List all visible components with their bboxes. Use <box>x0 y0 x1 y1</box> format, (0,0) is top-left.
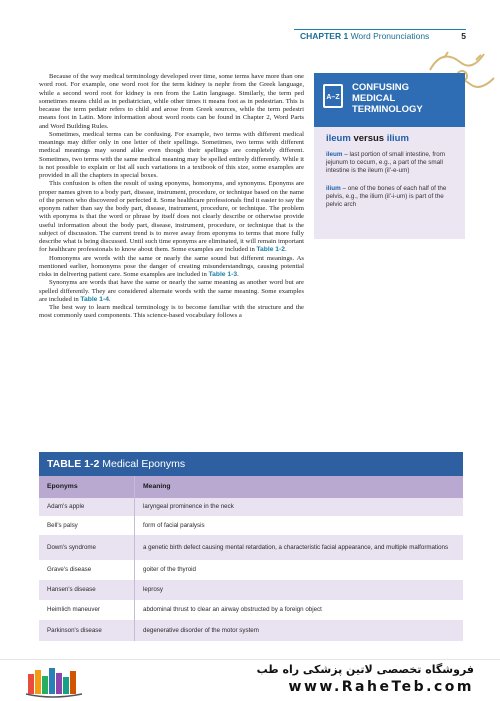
paragraph-word-roots: Because of the way medical terminology developed over time, some terms have more than one word root. For example, one word root for the term kidney is nephr from the Greek language, while a second word root for kidney is ren from the Latin language. Similarly, the term ped sometimes means child as in pediatrician, while other times it means foot as in pedestrian. This is because the term pediatr refers to child and arose from Greek sources, while the term pedestri means foot in Latin. More information about word roots can be found in Chapter 2, Word Parts and Word Building Rules. <box>39 73 304 130</box>
chapter-title: Word Pronunciations <box>350 31 430 41</box>
table-1-2-reference[interactable]: Table 1-2 <box>256 246 285 254</box>
paragraph-confusing-terms: Sometimes, medical terms can be confusing. For example, two terms with different medical meanings may differ only in one letter of their spellings. Sometimes, two terms with different medical meanings may sound alike even though their spellings are completely different. Sometimes, two terms with the same medical meaning may be spelled entirely differently. While it is not possible to explain or list all such variations in a textbook of this size, some examples are provided in all the chapters in special boxes. <box>39 130 304 179</box>
sidebar-header <box>314 73 465 127</box>
table-title <box>39 452 463 476</box>
body-text <box>39 73 304 321</box>
meaning-cell: goiter of the thyroid <box>143 566 196 573</box>
table-row <box>39 620 463 641</box>
header-rule <box>294 29 466 30</box>
paragraph-eponyms-text: This confusion is often the result of using eponyms, homonyms, and synonyms. Eponyms are proper names given to a body part, disease, instrument, procedure, or technique based on the name of the person who discovered or perfected it. Some healthcare professionals find it easier to say the eponym rather than say the body part, disease, instrument, procedure, or technique. The problem with eponyms is that the word or phrase by itself does not clearly describe or otherwise provide useful information about the body part, disease, instrument, procedure, or technique that is the subject of discussion. The current trend is to move away from eponyms to terms that more fully describe what is being discussed. Until such time eponyms are eliminated, it will remain important for healthcare professionals to know about them. Some examples are included in <box>39 180 304 254</box>
table-1-3-reference[interactable]: Table 1-3 <box>208 271 238 278</box>
books-logo-icon <box>22 664 112 698</box>
term-ilium: ilium <box>386 133 409 144</box>
paragraph-eponyms: This confusion is often the result of using eponyms, homonyms, and synonyms. Eponyms are proper names given to a body part, disease, instrument, procedure, or technique based on the name of the person who discovered or perfected it. Some healthcare professionals find it easier to say the eponym rather than say the body part, disease, instrument, procedure, or technique. The problem with eponyms is that the word or phrase by itself does not clearly describe or otherwise provide useful information about the body part, disease, instrument, procedure, or technique that is the subject of discussion. The current trend is to move away from eponyms to terms that more fully describe what is being discussed. Until such time eponyms are eliminated, it will remain important for healthcare professionals to know about them. Some examples are included in Table 1-2. <box>39 180 304 254</box>
paragraph-learning: The best way to learn medical terminology is to become familiar with the structure and the most commonly used components. This science-based vocabulary follows a <box>39 304 304 320</box>
column-header-eponyms: Eponyms <box>39 476 135 498</box>
definition-ileum-text: – last portion of small intestine, from jejunum to cecum, e.g., a part of the small intestine is the ileum (il'-e-um) <box>326 151 445 174</box>
meaning-cell: a genetic birth defect causing mental retardation, a characteristic facial appearance, and multiple malformations <box>143 543 449 551</box>
table-label: TABLE 1-2 <box>47 458 100 470</box>
versus-label: versus <box>353 133 385 144</box>
sidebar-title-line1: CONFUSING <box>352 82 409 93</box>
meaning-cell: form of facial paralysis <box>143 521 205 529</box>
sidebar-term-heading <box>326 133 409 144</box>
page-number: 5 <box>461 31 466 41</box>
confusing-terminology-box <box>314 73 465 239</box>
dictionary-icon-label: A–Z <box>326 94 340 101</box>
meaning-cell: abdominal thrust to clear an airway obstructed by a foreign object <box>143 606 322 613</box>
table-row <box>39 516 463 535</box>
eponym-cell: Hansen's disease <box>39 580 135 600</box>
dictionary-book-icon <box>320 81 348 111</box>
table-row <box>39 580 463 600</box>
definition-ileum-term: ileum <box>326 151 343 158</box>
sidebar-title-line3: TERMINOLOGY <box>352 104 423 115</box>
table-row <box>39 600 463 620</box>
eponym-cell: Adam's apple <box>39 498 135 516</box>
paragraph-synonyms: Synonyms are words that have the same or nearly the same meaning as another word but are spelled differently. They are considered alternate words with the same meaning. Some examples are included in Table 1-4. <box>39 279 304 303</box>
definition-ilium-text: – one of the bones of each half of the pelvis, e.g., the ilium (il'-i-um) is part of the pelvic arch <box>326 185 447 208</box>
eponym-cell: Down's syndrome <box>39 535 135 560</box>
definition-ileum <box>326 151 460 175</box>
medical-eponyms-table <box>39 452 463 659</box>
eponym-cell: Bell's palsy <box>39 516 135 535</box>
table-header-row <box>39 476 463 498</box>
meaning-cell: degenerative disorder of the motor system <box>143 626 259 634</box>
paragraph-homonyms: Homonyms are words with the same or nearly the same sound but different meanings. As mentioned earlier, homonyms pose the danger of creating misunderstandings, causing potential risks in delivering patient care. Some examples are included in Table 1-3. <box>39 254 304 278</box>
sidebar-title-line2: MEDICAL <box>352 93 396 104</box>
table-title-text: Medical Eponyms <box>102 458 186 470</box>
paragraph-homonyms-text: Homonyms are words with the same or nearly the same sound but different meanings. As mentioned earlier, homonyms pose the danger of creating misunderstandings, causing potential risks in delivering patient care. Some examples are included in <box>39 254 304 278</box>
sidebar-title <box>352 82 423 115</box>
paragraph-synonyms-text: Synonyms are words that have the same or nearly the same meaning as another word but are spelled differently. They are considered alternate words with the same meaning. Some examples are included in <box>39 279 304 303</box>
column-header-meaning: Meaning <box>143 483 171 490</box>
table-1-4-reference[interactable]: Table 1-4 <box>80 295 109 303</box>
table-body <box>39 498 463 641</box>
table-row <box>39 498 463 516</box>
definition-ilium-term: ilium <box>326 185 341 192</box>
store-banner <box>0 659 500 701</box>
chapter-label: CHAPTER 1 <box>300 31 349 41</box>
table-row <box>39 535 463 560</box>
eponym-cell: Heimlich maneuver <box>39 600 135 620</box>
store-name: فروشگاه تخصصی لاتین پزشکی راه طب <box>256 663 474 676</box>
table-row <box>39 560 463 580</box>
meaning-cell: leprosy <box>143 586 163 593</box>
store-url-link[interactable]: www.RaheTeb.com <box>288 679 474 695</box>
meaning-cell: laryngeal prominence in the neck <box>143 503 234 510</box>
term-ileum: ileum <box>326 133 351 144</box>
eponym-cell: Grave's disease <box>39 560 135 580</box>
definition-ilium <box>326 185 460 209</box>
eponym-cell: Parkinson's disease <box>39 620 135 641</box>
